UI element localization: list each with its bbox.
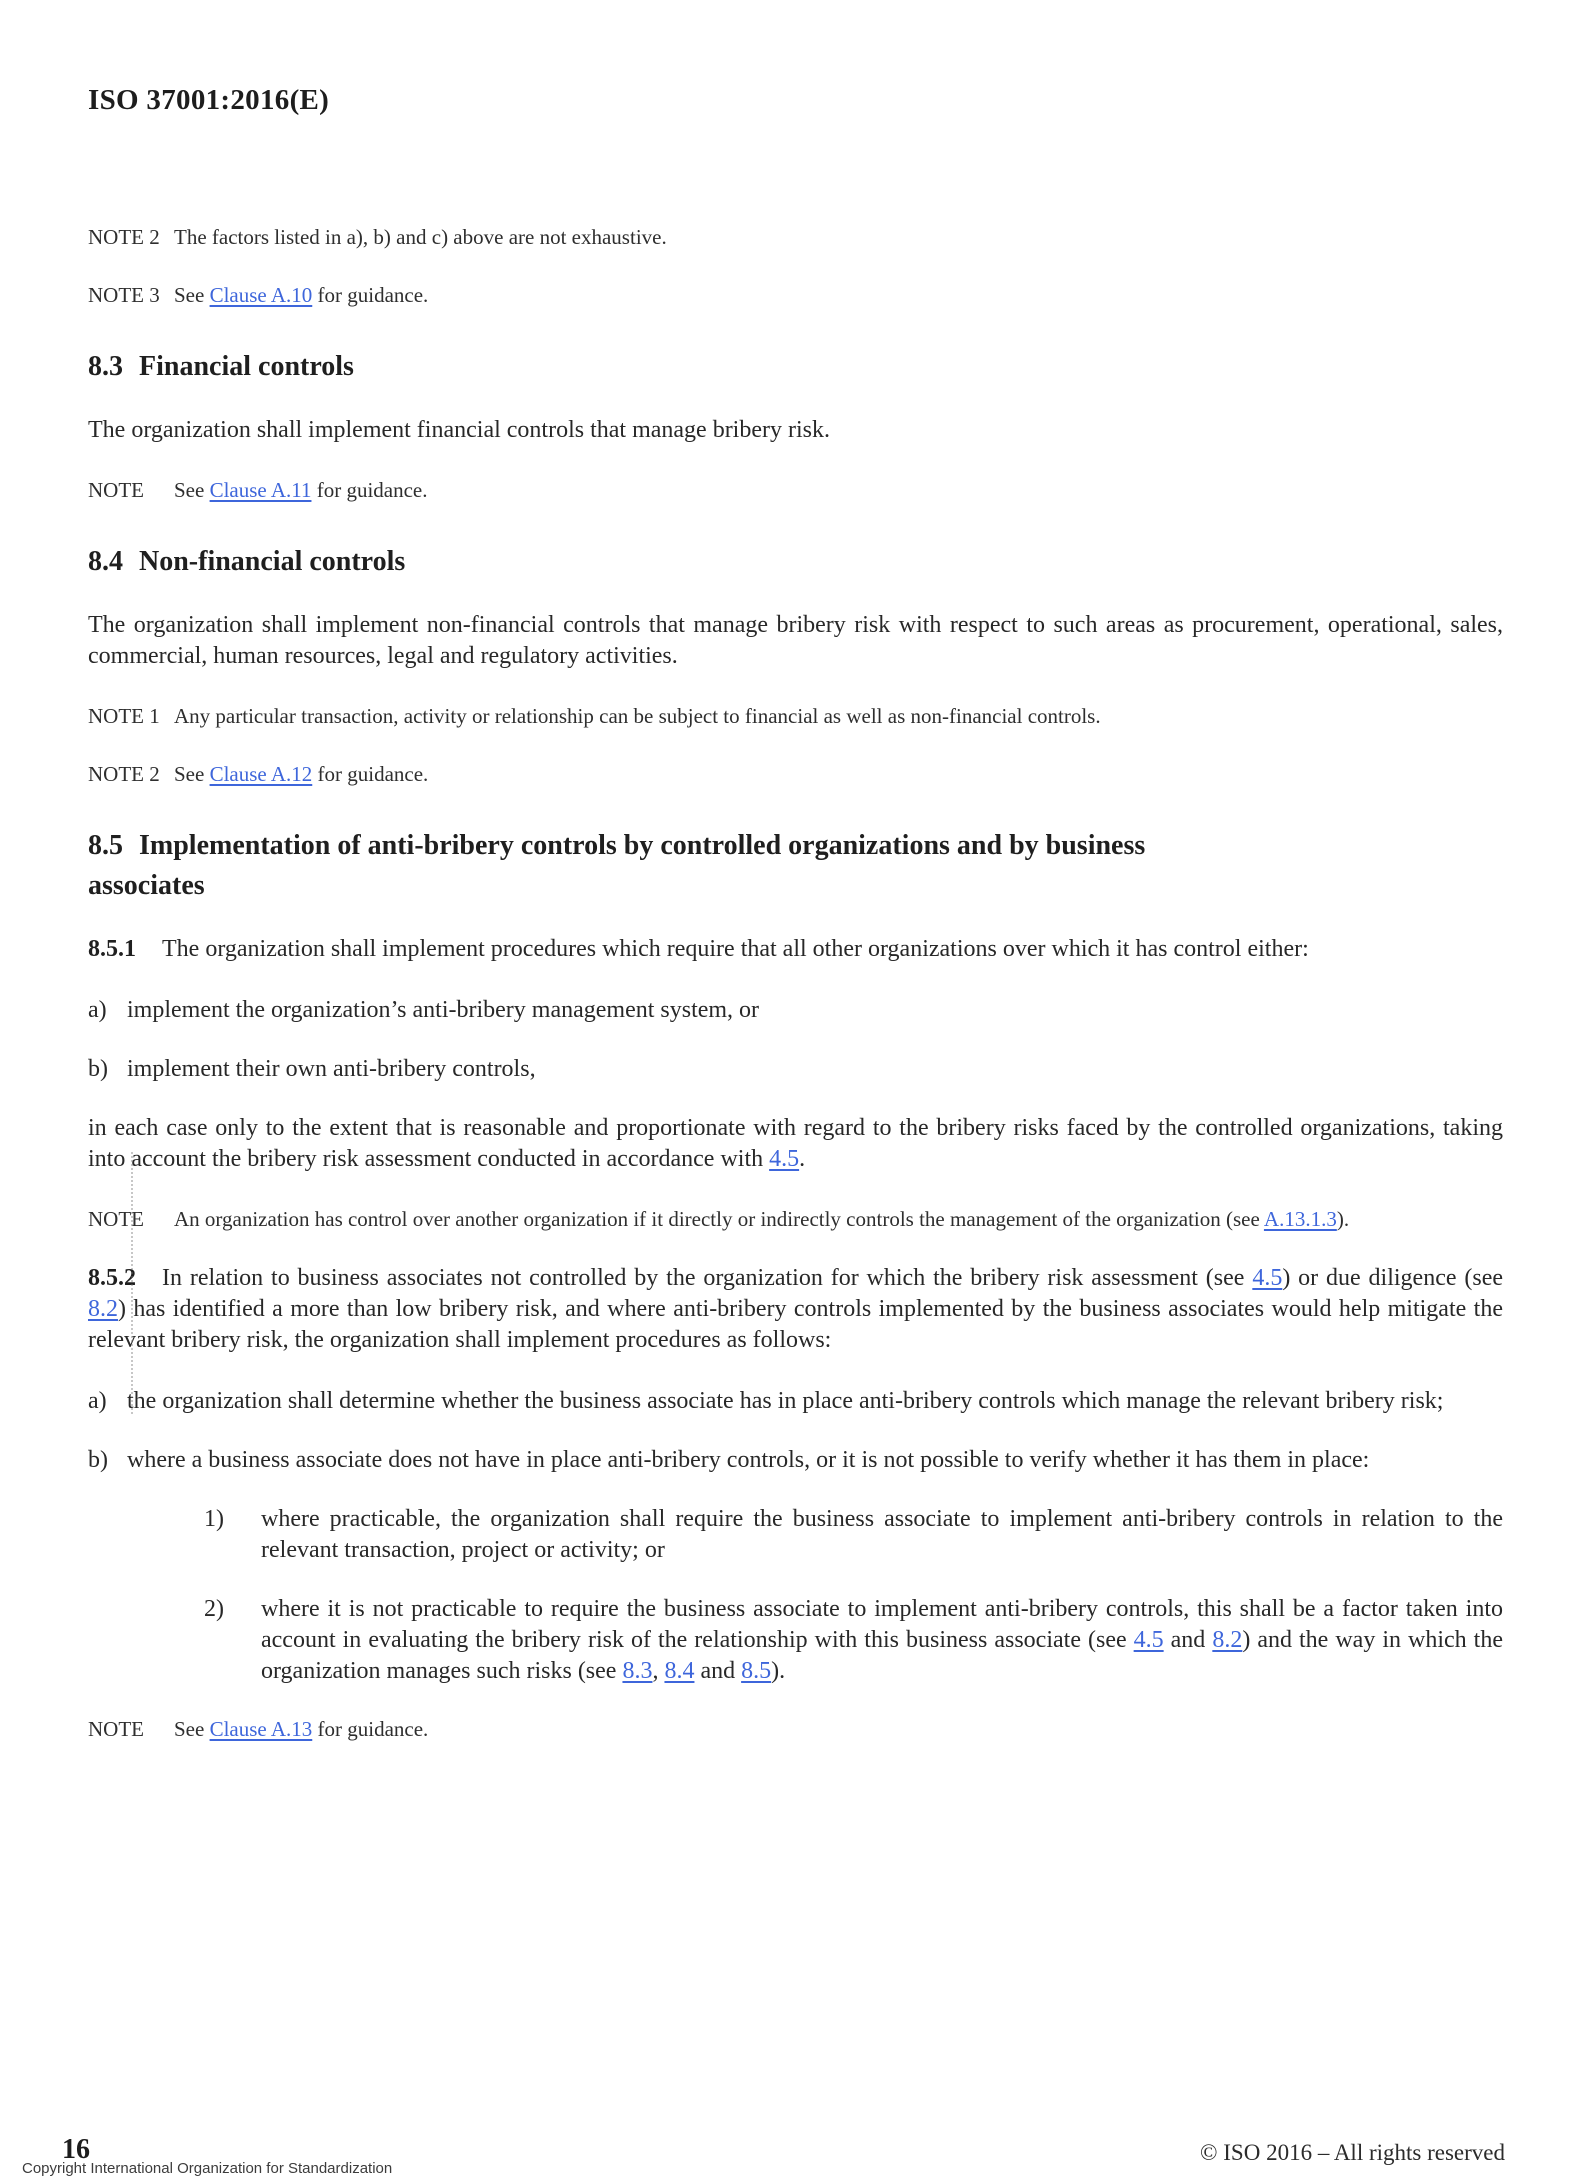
section-title: Implementation of anti-bribery controls by controlled organizations and by business associates [88,830,1146,901]
scan-artifact-line [131,1152,133,1414]
list-item-label: 2) [204,1596,224,1622]
paragraph: The organization shall implement financial controls that manage bribery risk. [88,417,830,443]
subclause-number: 8.5.1 [88,936,136,962]
clause-link[interactable]: 8.4 [664,1658,695,1684]
document-body [88,223,1503,1743]
list-item-text: where it is not practicable to require the business associate to implement anti-bribery controls, this shall be a factor taken into account in evaluating the bribery risk of the relationship with this business associate (see 4.5 and 8.2) and the way in which the organization manages such risks (see 8.3, 8.4 and 8.5). [261,1596,1503,1684]
note-label: NOTE [88,478,144,502]
list-item [204,1504,1503,1566]
note-block: NOTE 2 The factors listed in a), b) and c) above are not exhaustive. [88,225,667,249]
list-item [204,1594,1503,1687]
list-item-text: where practicable, the organization shall require the business associate to implement anti-bribery controls in relation to the relevant transaction, project or activity; or [261,1506,1503,1563]
note-block: NOTE 2 See Clause A.12 for guidance. [88,762,429,786]
page-number: 16 [62,2134,90,2165]
list-item-label: a) [88,1388,107,1414]
section-title: Non-financial controls [139,546,406,577]
section-title: Financial controls [139,351,354,382]
note-label: NOTE 2 [88,762,160,786]
clause-link[interactable]: 8.2 [88,1296,118,1322]
copyright-watermark: Copyright International Organization for Standardization [22,2160,393,2177]
copyright-notice: © ISO 2016 – All rights reserved [1200,2140,1505,2165]
clause-link[interactable]: A.13.1.3 [1263,1207,1337,1231]
note-block: NOTE 1 Any particular transaction, activity or relationship can be subject to financial as well as non-financial controls. [88,704,1101,728]
note-label: NOTE [88,1207,144,1231]
list-item-text: where a business associate does not have in place anti-bribery controls, or it is not possible to verify whether it has them in place: [127,1447,1370,1473]
paragraph: 8.5.1 The organization shall implement procedures which require that all other organizations over which it has control either: [88,936,1309,962]
section-number: 8.3 [88,351,123,382]
list-item-label: 1) [204,1506,224,1532]
clause-link[interactable]: Clause A.11 [209,478,312,502]
list-item-label: b) [88,1447,108,1473]
clause-link[interactable]: Clause A.12 [209,762,313,786]
clause-link[interactable]: 8.2 [1212,1627,1243,1653]
note-block: NOTE 3 See Clause A.10 for guidance. [88,283,429,307]
section-number: 8.4 [88,546,123,577]
list-item [88,995,1503,1026]
clause-link[interactable]: 4.5 [1133,1627,1164,1653]
subclause-number: 8.5.2 [88,1265,136,1291]
list-item [88,1054,1503,1085]
section-heading [88,347,1208,387]
note-block: NOTE See Clause A.13 for guidance. [88,1717,429,1741]
list-item [88,1445,1503,1476]
clause-link[interactable]: Clause A.10 [209,283,313,307]
note-block: NOTE An organization has control over another organization if it directly or indirectly controls the management of the organization (see A.13.1.3). [88,1207,1350,1231]
paragraph: in each case only to the extent that is reasonable and proportionate with regard to the bribery risks faced by the controlled organizations, taking into account the bribery risk assessment conducted in accordance with 4.5. [88,1115,1503,1172]
clause-link[interactable]: Clause A.13 [209,1717,313,1741]
list-item-label: a) [88,997,107,1023]
document-header: ISO 37001:2016(E) [88,84,330,116]
clause-link[interactable]: 8.3 [622,1658,653,1684]
clause-link[interactable]: 8.5 [741,1658,772,1684]
list-item-text: the organization shall determine whether the business associate has in place anti-bribery controls which manage the relevant bribery risk; [127,1388,1444,1414]
note-label: NOTE [88,1717,144,1741]
list-item-text: implement their own anti-bribery controls, [127,1056,536,1082]
note-label: NOTE 3 [88,283,160,307]
list-item [88,1386,1503,1417]
section-number: 8.5 [88,830,123,861]
list-item-label: b) [88,1056,108,1082]
note-label: NOTE 1 [88,704,160,728]
paragraph: 8.5.2 In relation to business associates not controlled by the organization for which the bribery risk assessment (see 4.5) or due diligence (see 8.2) has identified a more than low bribery risk, and where anti-bribery controls implemented by the business associates would help mitigate the relevant bribery risk, the organization shall implement procedures as follows: [88,1265,1504,1353]
paragraph: The organization shall implement non-financial controls that manage bribery risk with respect to such areas as procurement, operational, sales, commercial, human resources, legal and regulatory activities. [88,612,1503,669]
note-block: NOTE See Clause A.11 for guidance. [88,478,428,502]
clause-link[interactable]: 4.5 [1252,1265,1283,1291]
note-label: NOTE 2 [88,225,160,249]
clause-link[interactable]: 4.5 [769,1146,800,1172]
list-item-text: implement the organization’s anti-bribery management system, or [127,997,760,1023]
section-heading [88,542,1208,582]
section-heading [88,826,1208,906]
